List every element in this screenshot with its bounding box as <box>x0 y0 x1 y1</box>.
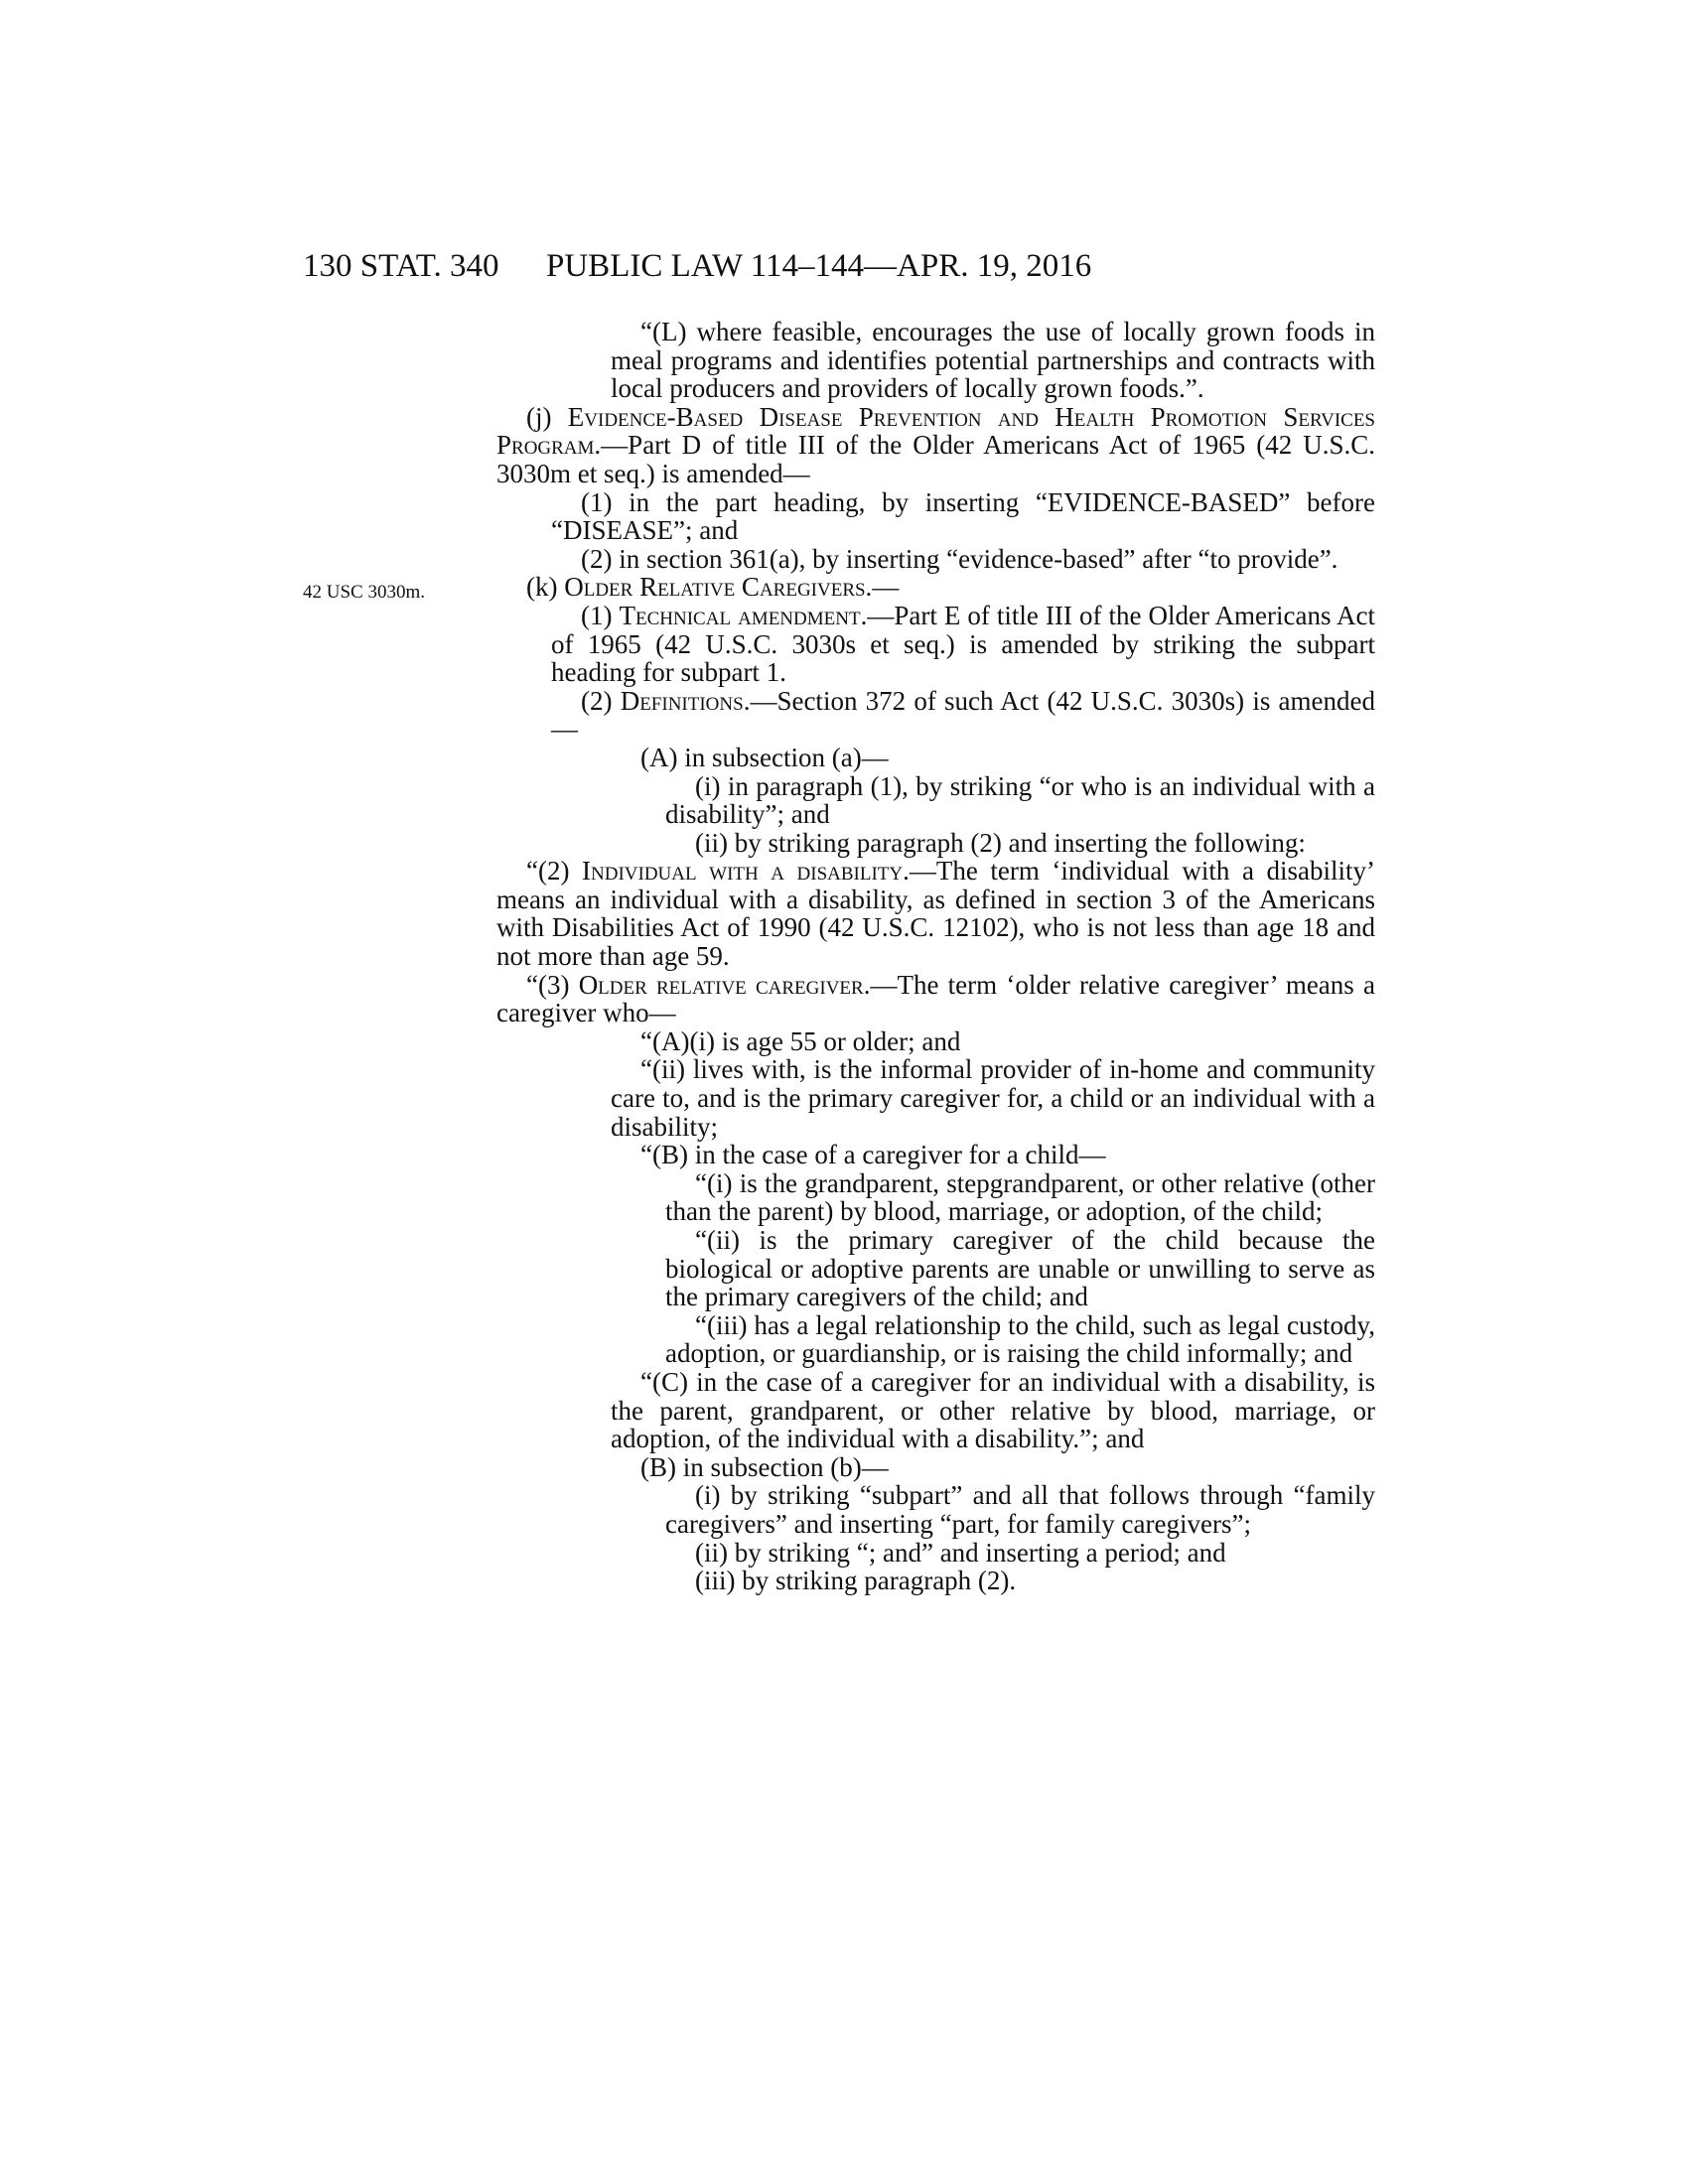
paragraph-k-2-A-ii: (ii) by striking paragraph (2) and inserting the following: <box>695 827 1306 858</box>
paragraph-L: “(L) where feasible, encourages the use of locally grown foods in meal programs and identifies potential partnerships and contracts with local producers and providers of locally grown foods.”. <box>611 317 1375 404</box>
paragraph-j-1: (1) in the part heading, by inserting “EVIDENCE-BASED” before “DISEASE”; and <box>551 486 1375 546</box>
paragraph-k-2-B-iii: (iii) by striking paragraph (2). <box>695 1566 1017 1596</box>
paragraph-quoted-3-C: “(C) in the case of a caregiver for an individual with a disability, is the parent, grandparent, or other relative by blood, marriage, or adoption, of the individual with a disability.”; and <box>611 1366 1375 1454</box>
paragraph-quoted-3: “(3) Older relative caregiver.—The term ‘older relative caregiver’ means a caregiver who— <box>496 969 1375 1028</box>
section-heading: Definitions. <box>620 685 751 716</box>
paragraph-quoted-3-A-ii: “(ii) lives with, is the informal provider of in-home and community care to, and is the primary caregiver for, a child or an individual with a disability; <box>611 1054 1375 1142</box>
paragraph-k-2-B-i: (i) by striking “subpart” and all that follows through “family caregivers” and inserting “part, for family caregivers”; <box>665 1480 1375 1539</box>
paragraph-j: (j) Evidence-Based Disease Prevention and Health Promotion Services Program.—Part D of title III of the Older Americans Act of 1965 (42 U.S.C. 3030m et seq.) is amended— <box>496 401 1375 488</box>
section-heading: Older relative caregiver. <box>578 969 871 1000</box>
paragraph-quoted-3-B-ii: “(ii) is the primary caregiver of the child because the biological or adoptive parents are unable or unwilling to serve as the primary caregivers of the child; and <box>665 1225 1375 1312</box>
public-law-reference: PUBLIC LAW 114–144—APR. 19, 2016 <box>546 248 1092 284</box>
section-heading: Older Relative Caregivers. <box>564 572 873 603</box>
paragraph-k-2-A-i: (i) in paragraph (1), by striking “or who is an individual with a disability”; and <box>665 770 1375 830</box>
paragraph-k-2-B-ii: (ii) by striking “; and” and inserting a period; and <box>695 1537 1226 1568</box>
paragraph-k: (k) Older Relative Caregivers.— <box>526 572 900 603</box>
document-body <box>496 318 1375 1595</box>
paragraph-quoted-2: “(2) Individual with a disability.—The term ‘individual with a disability’ means an individual with a disability, as defined in section 3 of the Americans with Disabilities Act of 1990 (42 U.S.C. 12102), who is not less than age 18 and not more than age 59. <box>496 856 1375 972</box>
paragraph-quoted-3-B: “(B) in the case of a caregiver for a child— <box>640 1140 1106 1170</box>
margin-note: 42 USC 3030m. <box>303 582 425 603</box>
paragraph-quoted-3-B-iii: “(iii) has a legal relationship to the child, such as legal custody, adoption, or guardianship, or is raising the child informally; and <box>665 1309 1375 1369</box>
statute-reference: 130 STAT. 340 <box>303 248 499 284</box>
paragraph-quoted-3-A: “(A)(i) is age 55 or older; and <box>640 1025 961 1056</box>
paragraph-k-2: (2) Definitions.—Section 372 of such Act (42 U.S.C. 3030s) is amended— <box>551 685 1375 745</box>
section-heading: Evidence-Based Disease Prevention and Health Promotion Services Program. <box>496 401 1375 461</box>
paragraph-k-2-B: (B) in subsection (b)— <box>640 1451 889 1482</box>
paragraph-k-1: (1) Technical amendment.—Part E of title III of the Older Americans Act of 1965 (42 U.S.C. 3030s et seq.) is amended by striking the subpart heading for subpart 1. <box>551 600 1375 688</box>
section-heading: Individual with a disability. <box>582 856 910 887</box>
paragraph-j-2: (2) in section 361(a), by inserting “evidence-based” after “to provide”. <box>581 543 1338 574</box>
paragraph-quoted-3-B-i: “(i) is the grandparent, stepgrandparent, or other relative (other than the parent) by blood, marriage, or adoption, of the child; <box>665 1167 1375 1227</box>
section-heading: Technical amendment. <box>619 600 868 630</box>
page-header <box>303 246 1375 286</box>
paragraph-k-2-A: (A) in subsection (a)— <box>640 742 889 772</box>
